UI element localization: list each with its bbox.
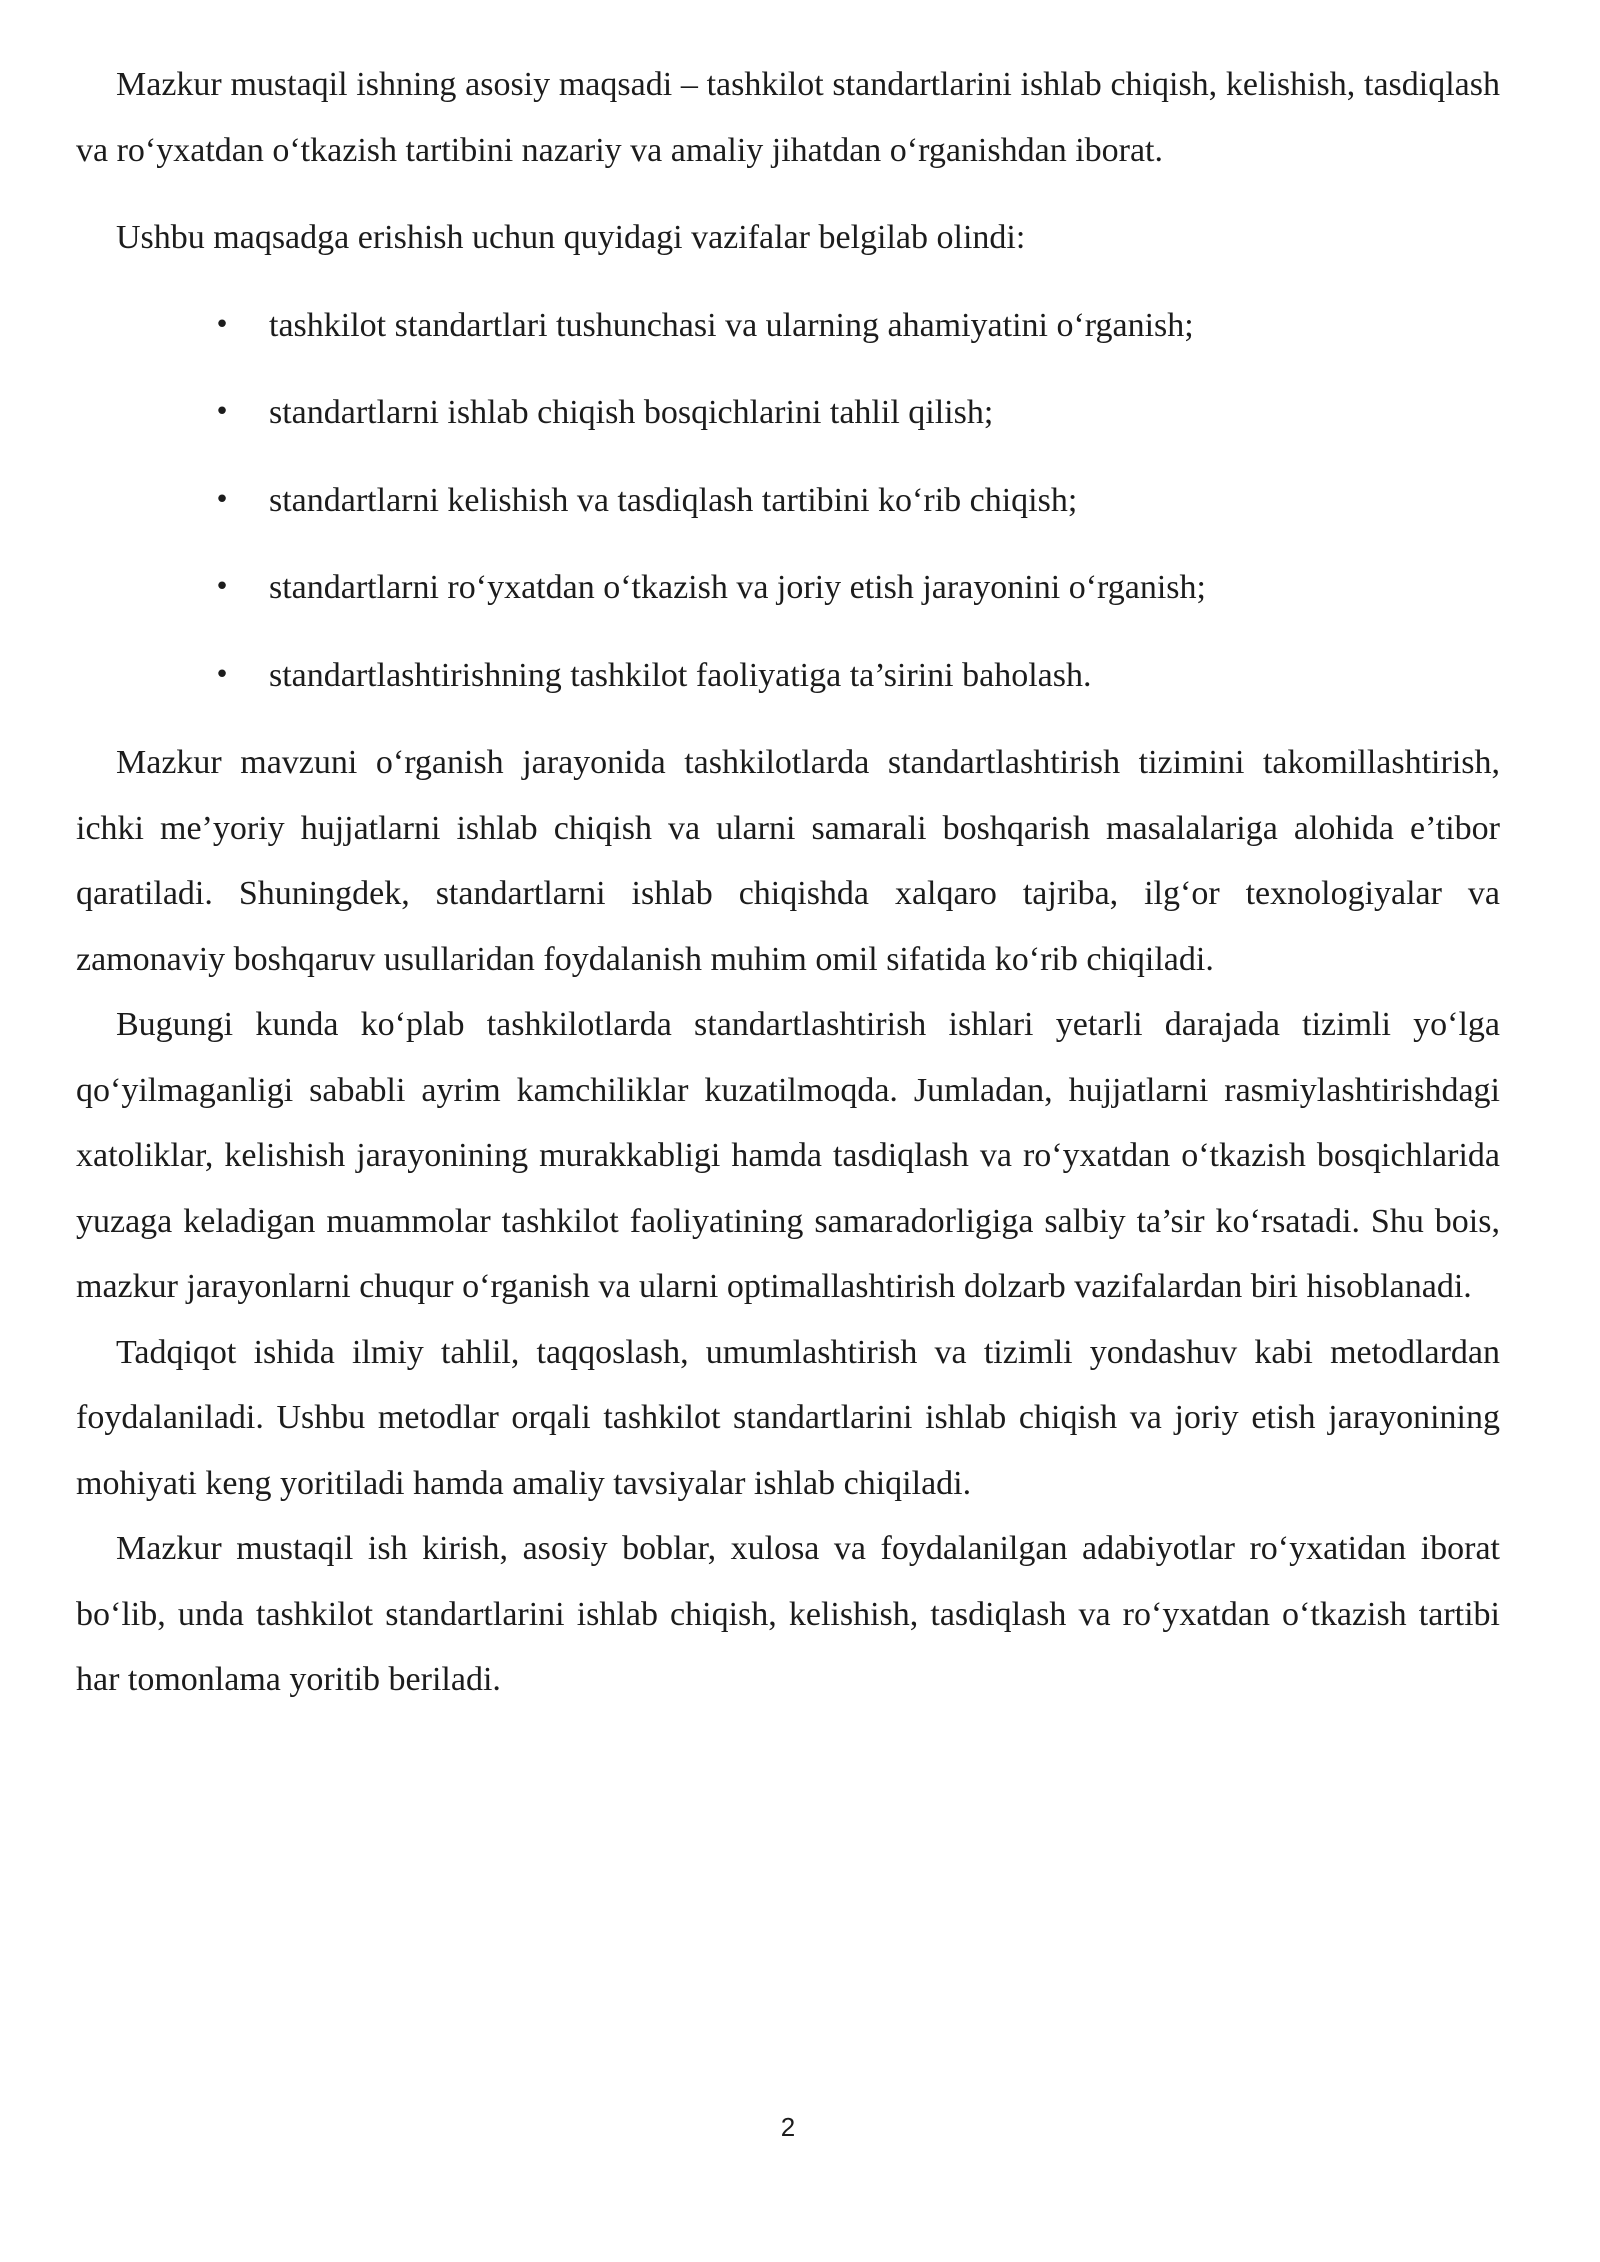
- body-paragraph: Tadqiqot ishida ilmiy tahlil, taqqoslash, umumlashtirish va tizimli yondashuv kabi metodlardan foydalaniladi. Ushbu metodlar orqali tashkilot standartlarini ishlab chiqish va joriy etish jarayonining mohiyati keng yoritiladi hamda amaliy tavsiyalar ishlab chiqiladi.: [76, 1333, 1500, 1502]
- list-item: [76, 643, 1500, 709]
- page-number: 2: [780, 2112, 796, 2142]
- list-item: [76, 293, 1500, 359]
- list-item-text: standartlarni kelishish va tasdiqlash tartibini ko‘rib chiqish;: [269, 481, 1078, 519]
- task-list: [76, 293, 1500, 709]
- body-paragraph: Bugungi kunda ko‘plab tashkilotlarda standartlashtirish ishlari yetarli darajada tizimli yo‘lga qo‘yilmaganligi sababli ayrim kamchiliklar kuzatilmoqda. Jumladan, hujjatlarni rasmiylashtirishdagi xatoliklar, kelishish jarayonining murakkabligi hamda tasdiqlash va ro‘yxatdan o‘tkazish bosqichlarida yuzaga keladigan muammolar tashkilot faoliyatining samaradorligiga salbiy ta’sir ko‘rsatadi. Shu bois, mazkur jarayonlarni chuqur o‘rganish va ularni optimallashtirish dolzarb vazifalardan biri hisoblanadi.: [76, 1006, 1500, 1305]
- list-item: [76, 380, 1500, 446]
- bullet-icon: •: [214, 659, 230, 690]
- bullet-icon: •: [214, 572, 230, 602]
- bullet-icon: •: [214, 309, 230, 340]
- list-item: [76, 468, 1500, 534]
- bullet-icon: •: [214, 484, 230, 515]
- bullet-icon: •: [214, 397, 230, 427]
- goal-paragraph: Mazkur mustaqil ishning asosiy maqsadi – tashkilot standartlarini ishlab chiqish, kelishish, tasdiqlash va ro‘yxatdan o‘tkazish tartibini nazariy va amaliy jihatdan o‘rganishdan iborat.: [76, 66, 1500, 169]
- list-item-text: standartlarni ishlab chiqish bosqichlarini tahlil qilish;: [269, 394, 994, 431]
- body-paragraph: Mazkur mustaqil ish kirish, asosiy boblar, xulosa va foydalanilgan adabiyotlar ro‘yxatidan iborat bo‘lib, unda tashkilot standartlarini ishlab chiqish, kelishish, tasdiqlash va ro‘yxatdan o‘tkazish tartibi har tomonlama yoritib beriladi.: [76, 1530, 1500, 1698]
- list-item-text: standartlashtirishning tashkilot faoliyatiga ta’sirini baholash.: [269, 656, 1092, 694]
- body-paragraph: Mazkur mavzuni o‘rganish jarayonida tashkilotlarda standartlashtirish tizimini takomillashtirish, ichki me’yoriy hujjatlarni ishlab chiqish va ularni samarali boshqarish masalalariga alohida e’tibor qaratiladi. Shuningdek, standartlarni ishlab chiqishda xalqaro tajriba, ilg‘or texnologiyalar va zamonaviy boshqaruv usullaridan foydalanish muhim omil sifatida ko‘rib chiqiladi.: [76, 744, 1500, 978]
- list-item-text: tashkilot standartlari tushunchasi va ularning ahamiyatini o‘rganish;: [269, 306, 1194, 344]
- page-content: [76, 52, 1500, 1713]
- list-item-text: standartlarni ro‘yxatdan o‘tkazish va joriy etish jarayonini o‘rganish;: [269, 569, 1206, 606]
- list-item: [76, 555, 1500, 621]
- tasks-intro: Ushbu maqsadga erishish uchun quyidagi vazifalar belgilab olindi:: [116, 219, 1026, 256]
